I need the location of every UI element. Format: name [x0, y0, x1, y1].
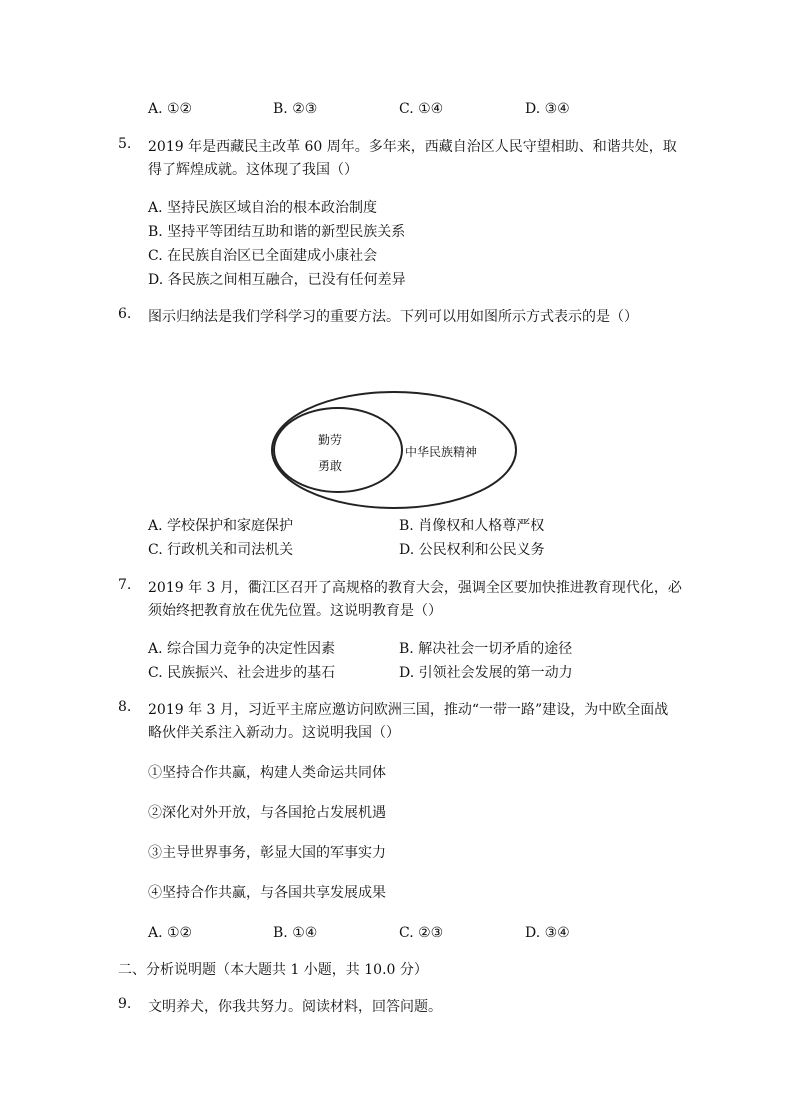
- q5-number: 5.: [118, 136, 132, 152]
- q8-statement-1: ①坚持合作共赢，构建人类命运共同体: [148, 765, 386, 781]
- q6-stem-line1: 图示归纳法是我们学科学习的重要方法。下列可以用如图所示方式表示的是（）: [148, 309, 638, 325]
- q4-option-a: A. ①②: [148, 101, 193, 117]
- q4-option-c: C. ①④: [399, 101, 444, 117]
- q7-stem-line1: 2019 年 3 月，衢江区召开了高规格的教育大会，强调全区要加快推进教育现代化，必: [148, 580, 682, 596]
- q6-option-d: D. 公民权利和公民义务: [399, 542, 545, 558]
- q6-option-b: B. 肖像权和人格尊严权: [399, 518, 545, 534]
- q8-stem-line2: 略伙伴关系注入新动力。这说明我国（）: [148, 725, 400, 741]
- section-2-heading: 二、分析说明题（本大题共 1 小题，共 10.0 分）: [118, 962, 428, 978]
- q5-option-d: D. 各民族之间相互融合，已没有任何差异: [148, 272, 406, 288]
- q7-option-d: D. 引领社会发展的第一动力: [399, 665, 573, 681]
- q7-stem-line2: 须始终把教育放在优先位置。这说明教育是（）: [148, 603, 442, 619]
- q7-option-a: A. 综合国力竞争的决定性因素: [148, 641, 336, 657]
- q8-statement-2: ②深化对外开放，与各国抢占发展机遇: [148, 805, 386, 821]
- q6-number: 6.: [118, 306, 132, 322]
- q4-option-d: D. ③④: [525, 101, 570, 117]
- q8-statement-3: ③主导世界事务，彰显大国的军事实力: [148, 845, 386, 861]
- q8-option-d: D. ③④: [525, 925, 570, 941]
- q8-option-c: C. ②③: [399, 925, 444, 941]
- q5-stem-line2: 得了辉煌成就。这体现了我国（）: [148, 162, 358, 178]
- q7-option-c: C. 民族振兴、社会进步的基石: [148, 665, 336, 681]
- outer-ellipse: [272, 392, 516, 508]
- venn-diagram: [268, 388, 522, 514]
- q4-option-b: B. ②③: [273, 101, 318, 117]
- q6-option-c: C. 行政机关和司法机关: [148, 542, 294, 558]
- q6-option-a: A. 学校保护和家庭保护: [148, 518, 294, 534]
- q9-stem-line1: 文明养犬，你我共努力。阅读材料，回答问题。: [148, 999, 442, 1015]
- q8-number: 8.: [118, 699, 132, 715]
- q7-number: 7.: [118, 577, 132, 593]
- q8-option-a: A. ①②: [148, 925, 193, 941]
- q5-option-a: A. 坚持民族区域自治的根本政治制度: [148, 200, 378, 216]
- inner-label-1: 勤劳: [318, 433, 343, 447]
- q9-number: 9.: [118, 996, 132, 1012]
- inner-ellipse: [274, 408, 402, 492]
- q8-stem-line1: 2019 年 3 月，习近平主席应邀访问欧洲三国，推动“一带一路”建设，为中欧全面战: [148, 702, 669, 718]
- q8-statement-4: ④坚持合作共赢，与各国共享发展成果: [148, 885, 386, 901]
- q5-option-c: C. 在民族自治区已全面建成小康社会: [148, 248, 378, 264]
- q5-stem-line1: 2019 年是西藏民主改革 60 周年。多年来，西藏自治区人民守望相助、和谐共处，取: [148, 139, 677, 155]
- inner-label-2: 勇敢: [318, 459, 343, 473]
- q8-option-b: B. ①④: [273, 925, 318, 941]
- outer-label: 中华民族精神: [405, 445, 478, 459]
- q7-option-b: B. 解决社会一切矛盾的途径: [399, 641, 573, 657]
- q5-option-b: B. 坚持平等团结互助和谐的新型民族关系: [148, 224, 406, 240]
